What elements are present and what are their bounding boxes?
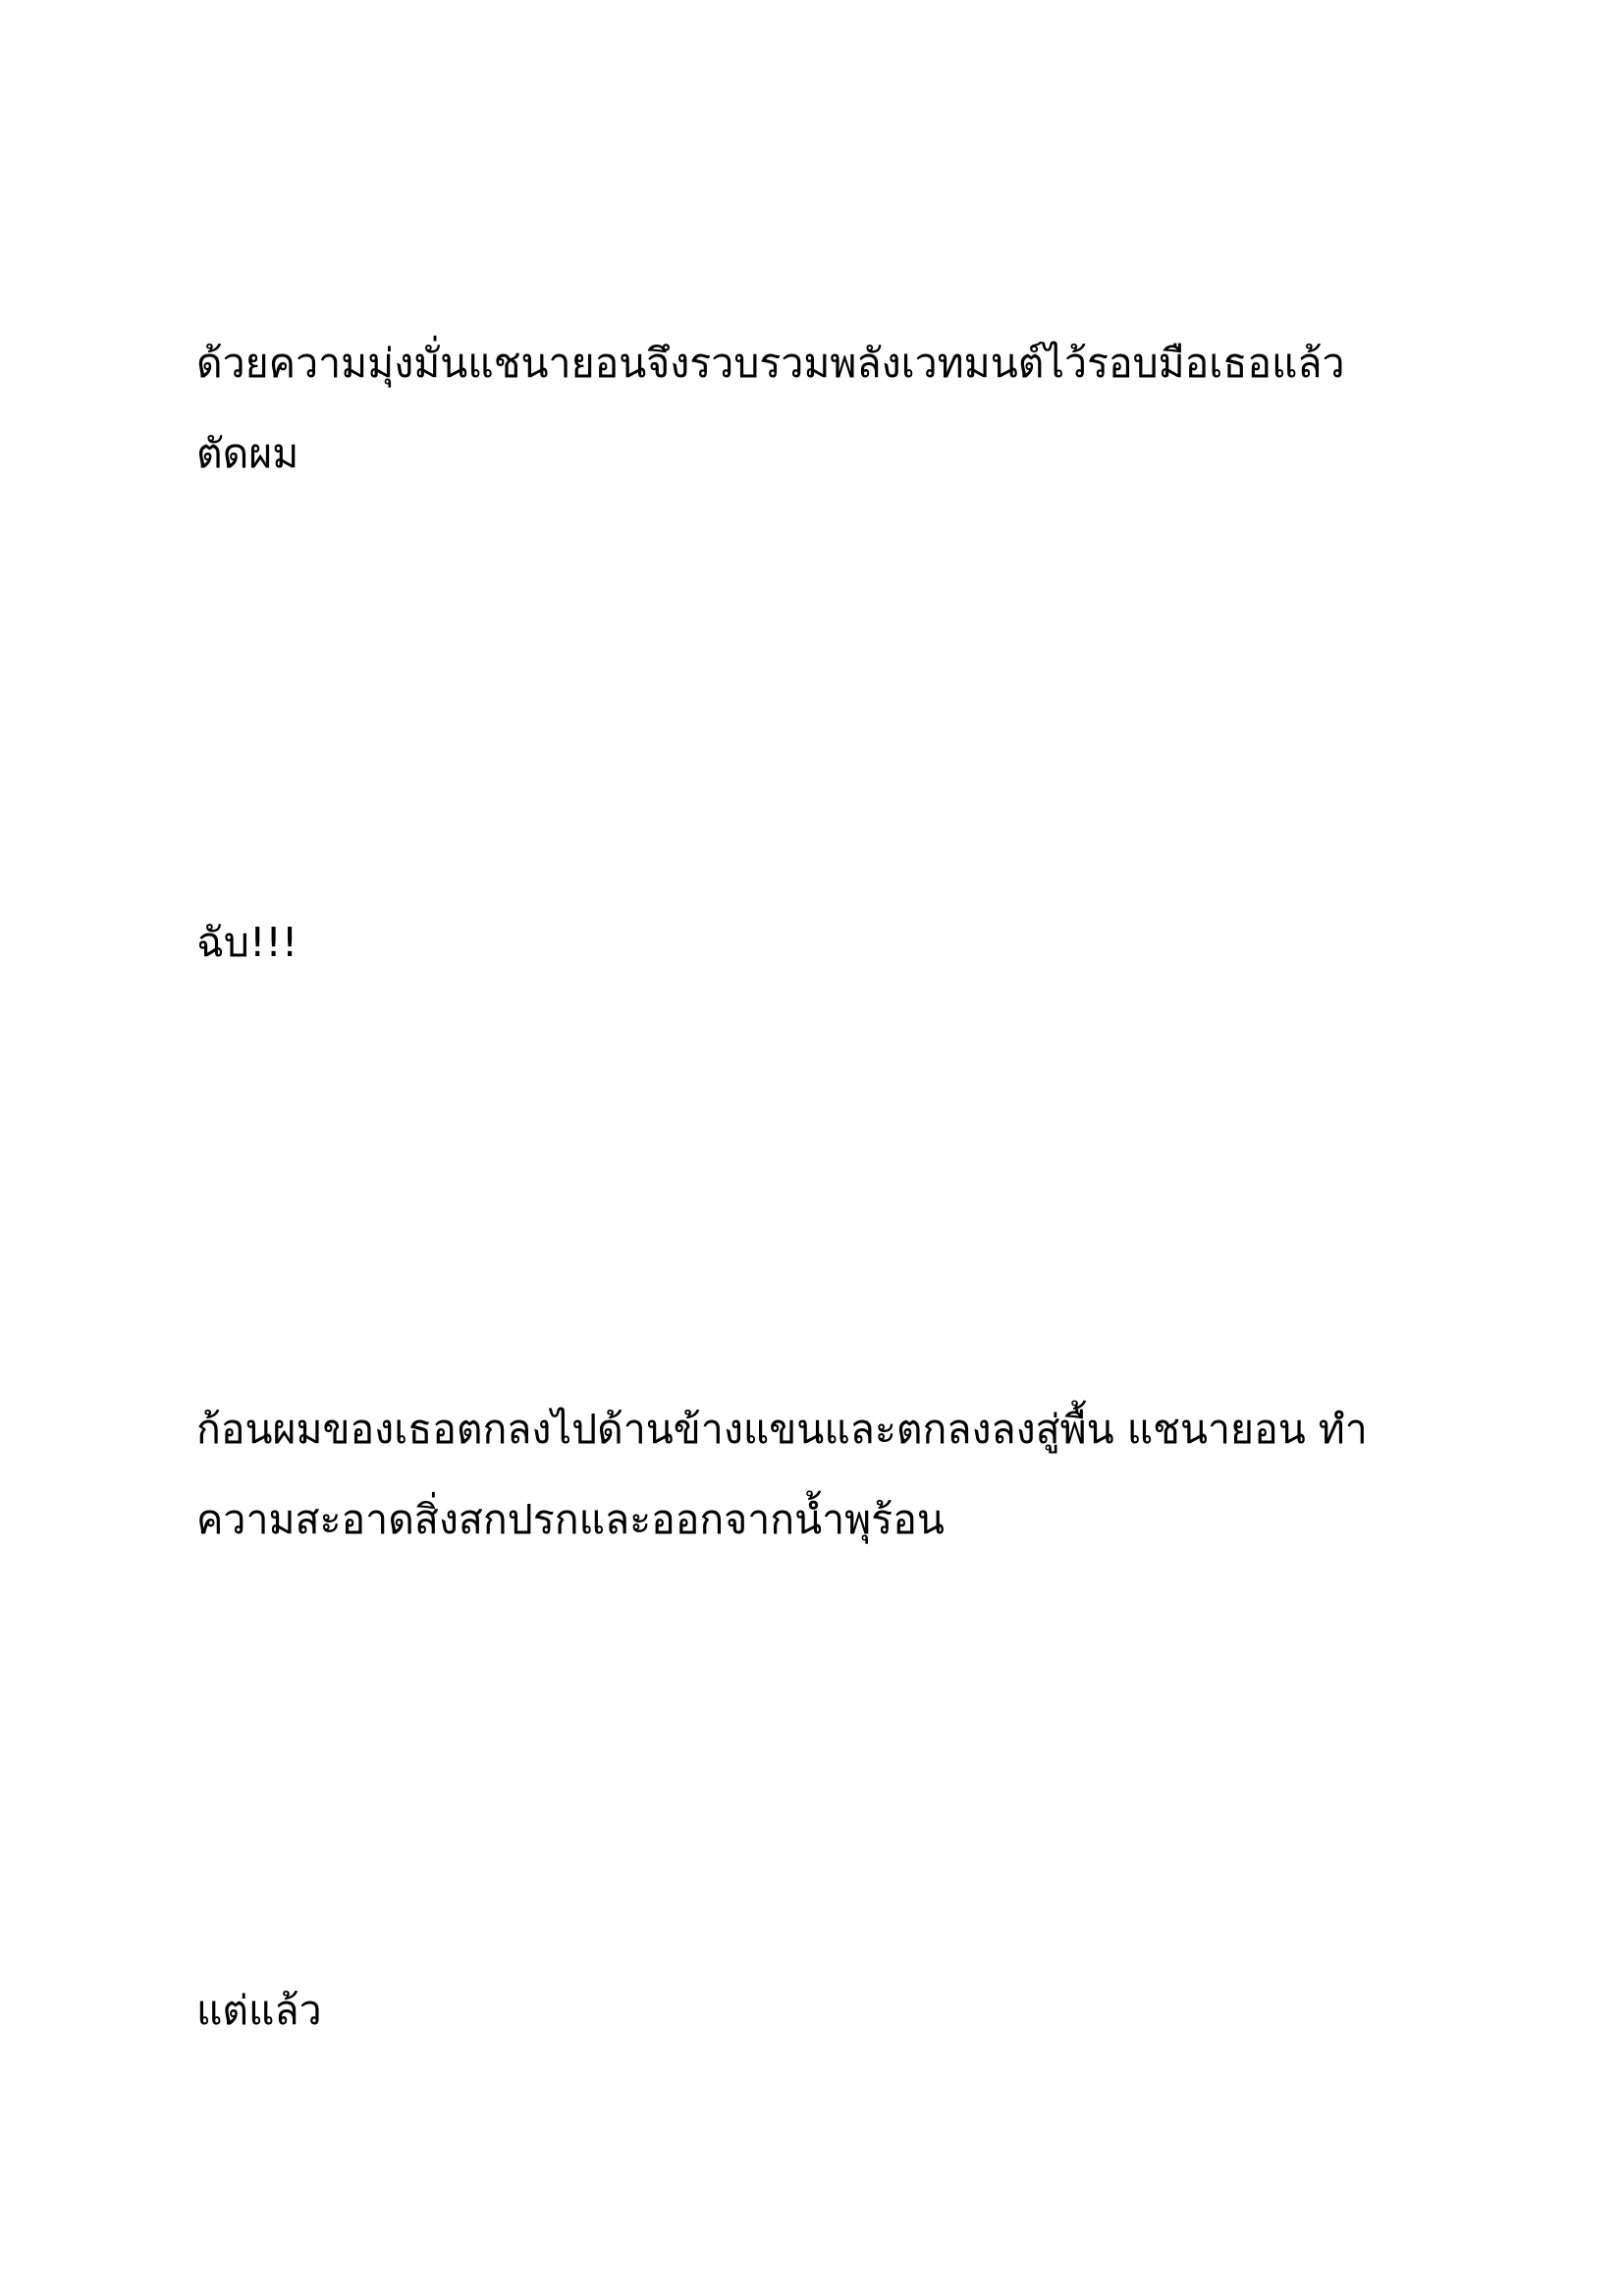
paragraph-3-line-1: ก้อนผมของเธอตกลงไปด้านข้างแขนและตกลงลงสู่พื้น แชนายอน ทำ [196, 1406, 1368, 1453]
paragraph-4 [196, 1965, 1463, 2056]
paragraph-2-line-1: ฉับ!!! [196, 919, 298, 966]
paragraph-3-line-2: ความสะอาดสิ่งสกปรกและออกจากน้ำพุร้อน [196, 1496, 945, 1543]
paragraph-1 [196, 318, 1463, 499]
paragraph-1-line-2: ตัดผม [196, 430, 299, 477]
paragraph-4-line-1: แต่แล้ว [196, 1987, 322, 2034]
paragraph-1-line-1: ด้วยความมุ่งมั่นแชนายอนจึงรวบรวมพลังเวทมนต์ไว้รอบมือเธอแล้ว [196, 340, 1345, 387]
paragraph-3 [196, 1384, 1463, 1565]
paragraph-2 [196, 897, 1463, 988]
